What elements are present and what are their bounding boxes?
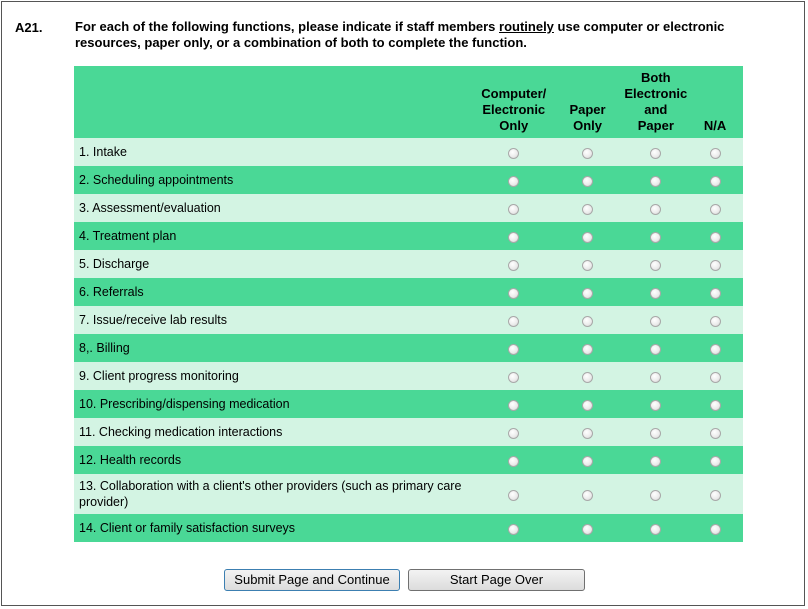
cell-both [624,250,687,278]
radio-na[interactable] [710,524,721,535]
cell-computer [477,474,551,514]
table-row [74,362,743,390]
radio-na[interactable] [710,456,721,467]
cell-paper [551,222,625,250]
radio-computer[interactable] [508,490,519,501]
radio-computer[interactable] [508,400,519,411]
cell-paper [551,166,625,194]
radio-both[interactable] [650,372,661,383]
radio-computer[interactable] [508,288,519,299]
cell-computer [477,306,551,334]
table-row [74,390,743,418]
cell-computer [477,194,551,222]
cell-both [624,418,687,446]
radio-both[interactable] [650,490,661,501]
radio-both[interactable] [650,456,661,467]
radio-paper[interactable] [582,288,593,299]
table-row [74,138,743,166]
row-label: 7. Issue/receive lab results [79,313,227,327]
table-row [74,166,743,194]
radio-na[interactable] [710,204,721,215]
start-over-button[interactable]: Start Page Over [408,569,585,591]
radio-paper[interactable] [582,204,593,215]
cell-both [624,334,687,362]
cell-computer [477,334,551,362]
cell-na [687,306,743,334]
radio-paper[interactable] [582,490,593,501]
cell-paper [551,474,625,514]
cell-both [624,222,687,250]
radio-na[interactable] [710,316,721,327]
row-label: 1. Intake [79,145,127,159]
table-row [74,474,743,514]
cell-computer [477,446,551,474]
question-text-before: For each of the following functions, please indicate if staff members [75,19,500,34]
cell-na [687,474,743,514]
cell-na [687,362,743,390]
radio-paper[interactable] [582,260,593,271]
radio-paper[interactable] [582,428,593,439]
radio-computer[interactable] [508,456,519,467]
cell-paper [551,334,625,362]
cell-computer [477,222,551,250]
radio-paper[interactable] [582,148,593,159]
cell-computer [477,250,551,278]
cell-paper [551,306,625,334]
radio-na[interactable] [710,232,721,243]
cell-both [624,194,687,222]
cell-paper [551,362,625,390]
cell-na [687,250,743,278]
radio-computer[interactable] [508,316,519,327]
cell-computer [477,514,551,542]
radio-computer[interactable] [508,148,519,159]
table-row [74,194,743,222]
cell-na [687,514,743,542]
radio-both[interactable] [650,344,661,355]
radio-both[interactable] [650,316,661,327]
row-label: 12. Health records [79,453,182,467]
cell-paper [551,446,625,474]
cell-computer [477,138,551,166]
radio-paper[interactable] [582,524,593,535]
radio-both[interactable] [650,400,661,411]
cell-both [624,390,687,418]
cell-na [687,166,743,194]
row-label: 10. Prescribing/dispensing medication [79,397,290,411]
row-label: 8,. Billing [79,341,130,355]
radio-computer[interactable] [508,524,519,535]
radio-both[interactable] [650,232,661,243]
column-header-na: N/A [703,118,727,133]
radio-na[interactable] [710,176,721,187]
radio-na[interactable] [710,428,721,439]
row-label: 13. Collaboration with a client's other providers (such as primary care provider) [79,479,462,509]
radio-computer[interactable] [508,260,519,271]
radio-na[interactable] [710,372,721,383]
row-label: 5. Discharge [79,257,150,271]
radio-computer[interactable] [508,176,519,187]
cell-computer [477,278,551,306]
table-row [74,446,743,474]
table-row [74,334,743,362]
row-label: 4. Treatment plan [79,229,177,243]
submit-page-button[interactable]: Submit Page and Continue [224,569,400,591]
radio-computer[interactable] [508,372,519,383]
cell-both [624,474,687,514]
cell-computer [477,390,551,418]
cell-paper [551,514,625,542]
cell-paper [551,138,625,166]
row-label: 6. Referrals [79,285,144,299]
cell-paper [551,194,625,222]
table-row [74,514,743,542]
radio-both[interactable] [650,176,661,187]
cell-na [687,278,743,306]
radio-na[interactable] [710,288,721,299]
response-grid [74,66,743,542]
radio-na[interactable] [710,148,721,159]
cell-both [624,446,687,474]
radio-computer[interactable] [508,428,519,439]
row-label: 3. Assessment/evaluation [79,201,221,215]
table-row [74,250,743,278]
radio-both[interactable] [650,204,661,215]
row-label: 14. Client or family satisfaction surveys [79,521,296,535]
radio-na[interactable] [710,260,721,271]
column-header-paper: Paper Only [569,102,606,133]
cell-na [687,334,743,362]
column-header-computer: Computer/ Electronic Only [481,86,547,133]
radio-paper[interactable] [582,316,593,327]
cell-na [687,138,743,166]
cell-na [687,390,743,418]
cell-paper [551,278,625,306]
cell-paper [551,390,625,418]
row-label: 9. Client progress monitoring [79,369,239,383]
table-row [74,222,743,250]
question-text [75,19,775,51]
radio-paper[interactable] [582,372,593,383]
grid-header [74,66,743,138]
header-blank [74,66,477,138]
radio-both[interactable] [650,428,661,439]
radio-na[interactable] [710,400,721,411]
cell-paper [551,250,625,278]
cell-both [624,306,687,334]
radio-paper[interactable] [582,232,593,243]
cell-na [687,194,743,222]
table-row [74,278,743,306]
cell-both [624,278,687,306]
row-label: 11. Checking medication interactions [79,425,283,439]
cell-both [624,138,687,166]
cell-computer [477,166,551,194]
table-row [74,306,743,334]
radio-both[interactable] [650,288,661,299]
cell-na [687,418,743,446]
question-text-after: use computer or electronic resources, paper only, or a combination of both to complete the function. [75,19,725,50]
radio-na[interactable] [710,490,721,501]
cell-both [624,514,687,542]
column-header-both: Both Electronic and Paper [624,70,688,133]
question-text-emphasis: routinely [499,19,554,34]
radio-both[interactable] [650,524,661,535]
radio-paper[interactable] [582,456,593,467]
radio-computer[interactable] [508,204,519,215]
radio-paper[interactable] [582,344,593,355]
radio-na[interactable] [710,344,721,355]
cell-paper [551,418,625,446]
row-label: 2. Scheduling appointments [79,173,234,187]
cell-computer [477,362,551,390]
cell-computer [477,418,551,446]
table-row [74,418,743,446]
radio-paper[interactable] [582,400,593,411]
cell-both [624,166,687,194]
cell-both [624,362,687,390]
cell-na [687,446,743,474]
radio-both[interactable] [650,260,661,271]
radio-computer[interactable] [508,344,519,355]
radio-both[interactable] [650,148,661,159]
cell-na [687,222,743,250]
radio-computer[interactable] [508,232,519,243]
question-number: A21. [15,20,43,35]
radio-paper[interactable] [582,176,593,187]
